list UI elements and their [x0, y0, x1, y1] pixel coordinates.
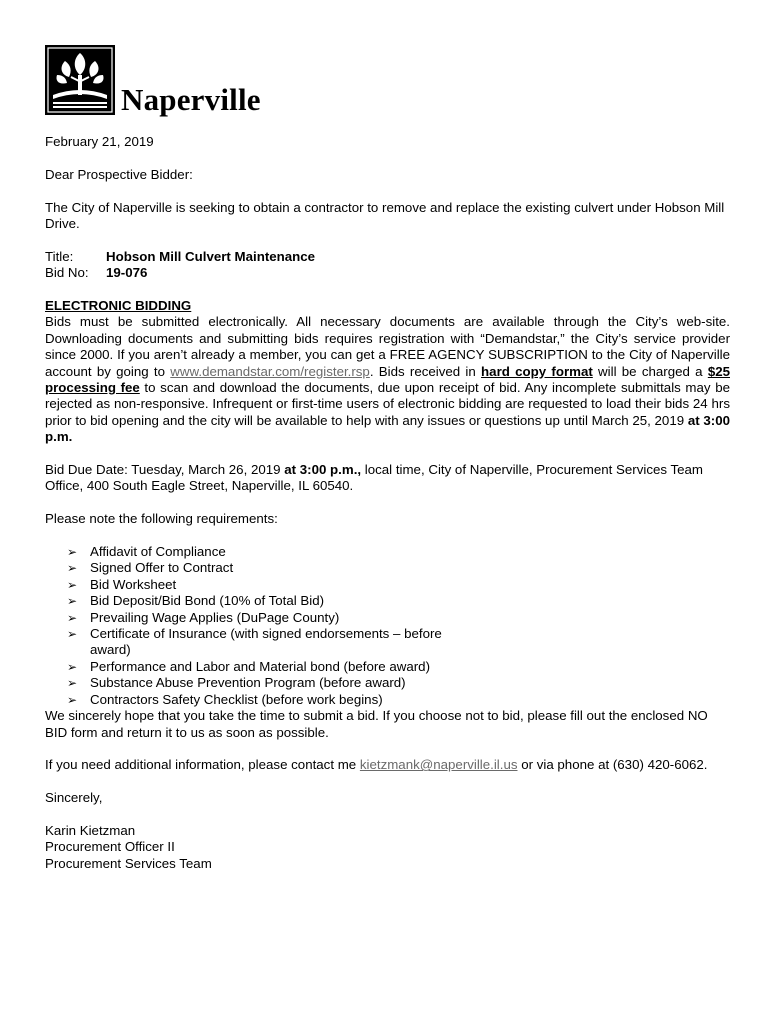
email-link[interactable]: kietzmank@naperville.il.us — [359, 757, 518, 773]
letter-body — [45, 134, 730, 872]
list-item: ➢ Bid Deposit/Bid Bond (10% of Total Bid) — [67, 593, 325, 609]
bid-number-value: 19-076 — [106, 265, 148, 281]
list-item: ➢ Signed Offer to Contract — [67, 560, 234, 576]
closing: Sincerely, — [45, 790, 103, 806]
signature-block — [45, 823, 730, 872]
arrow-bullet-icon: ➢ — [67, 692, 78, 707]
arrow-bullet-icon: ➢ — [67, 594, 78, 609]
title-value: Hobson Mill Culvert Maintenance — [106, 248, 316, 264]
list-item: ➢ Affidavit of Compliance — [67, 544, 226, 560]
hard-copy-format-text: hard copy format — [481, 363, 593, 379]
bid-number-label: Bid No: — [45, 265, 89, 281]
list-item: ➢ Performance and Labor and Material bond (before award) — [67, 658, 431, 674]
demandstar-link[interactable]: www.demandstar.com/register.rsp — [170, 363, 370, 379]
signatory-position: Procurement Officer II — [45, 839, 175, 855]
contact-paragraph: If you need additional information, please contact me kietzmank@naperville.il.us or via phone at (630) 420-6062. — [45, 757, 708, 773]
tree-logo-icon — [45, 45, 115, 115]
requirements-intro: Please note the following requirements: — [45, 511, 278, 527]
signatory-team: Procurement Services Team — [45, 855, 212, 871]
requirements-list — [45, 544, 730, 708]
arrow-bullet-icon: ➢ — [67, 561, 78, 576]
salutation: Dear Prospective Bidder: — [45, 166, 193, 182]
arrow-bullet-icon: ➢ — [67, 610, 78, 625]
arrow-bullet-icon: ➢ — [67, 545, 78, 560]
list-item: ➢ Bid Worksheet — [67, 576, 177, 592]
logo-wordmark: Naperville — [121, 82, 261, 117]
signatory-name: Karin Kietzman — [45, 822, 136, 838]
electronic-bidding-heading: ELECTRONIC BIDDING — [45, 298, 192, 313]
title-label: Title: — [45, 248, 74, 264]
arrow-bullet-icon: ➢ — [67, 627, 78, 642]
intro-paragraph: The City of Naperville is seeking to obtain a contractor to remove and replace the existing culvert under Hobson Mill Drive. — [45, 199, 725, 231]
title-block — [45, 249, 730, 282]
letter-date: February 21, 2019 — [45, 134, 154, 149]
processing-fee-text: $25 processing fee — [45, 363, 730, 396]
list-item: ➢ Prevailing Wage Applies (DuPage County) — [67, 609, 340, 625]
list-item: ➢ Substance Abuse Prevention Program (before award) — [67, 675, 406, 691]
list-item: ➢ Certificate of Insurance (with signed endorsements – before award) — [67, 626, 442, 658]
naperville-logo — [45, 45, 285, 123]
arrow-bullet-icon: ➢ — [67, 676, 78, 691]
bid-due-paragraph: Bid Due Date: Tuesday, March 26, 2019 at 3:00 p.m., local time, City of Naperville, Procurement Services Team Office, 400 South Eagle Street, Naperville, IL 60540. — [45, 462, 703, 494]
list-item: ➢ Contractors Safety Checklist (before work begins) — [67, 691, 383, 707]
closing-hope-paragraph: We sincerely hope that you take the time to submit a bid. If you choose not to bid, please fill out the enclosed NO BID form and return it to us as soon as possible. — [45, 708, 708, 740]
electronic-bidding-paragraph: Bids must be submitted electronically. All necessary documents are available through the City’s web-site. Downloading documents and submitting bids requires registration with “Demandstar,” the City’s service provider since 2000. If you aren’t already a member, you can get a FREE AGENCY SUBSCRIPTION to the City of Naperville account by going to www.demandstar.com/register.rsp. Bids received in hard copy format will be charged a $25 processing fee to scan and download the documents, due upon receipt of bid. Any incomplete submittals may be rejected as non-responsive. Infrequent or first-time users of electronic bidding are requested to load their bids 24 hrs prior to bid opening and the city will be available to help with any issues or questions up until March 25, 2019 at 3:00 p.m. — [45, 314, 730, 445]
arrow-bullet-icon: ➢ — [67, 659, 78, 674]
arrow-bullet-icon: ➢ — [67, 577, 78, 592]
